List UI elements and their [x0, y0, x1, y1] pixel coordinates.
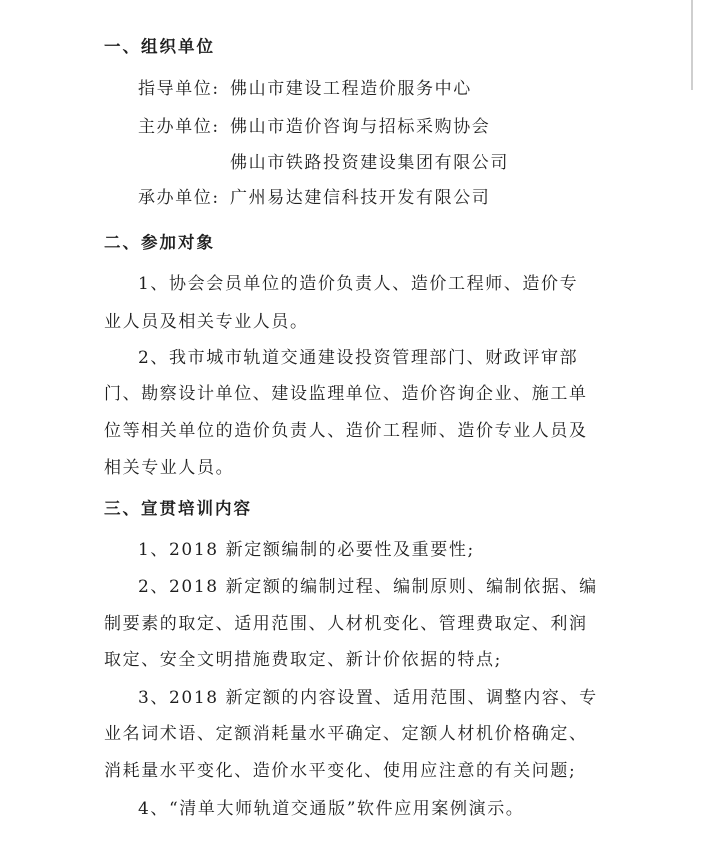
- host-unit-row: [138, 115, 490, 139]
- participant-item-2-line-4: 相关专业人员。: [104, 458, 235, 478]
- organizer-unit-label: 承办单位:: [138, 188, 220, 208]
- training-item-3-line-2: 业名词术语、定额消耗量水平确定、定额人材机价格确定、: [104, 724, 588, 744]
- organizer-unit-row: [138, 186, 490, 210]
- host-unit-label: 主办单位:: [138, 117, 220, 137]
- training-item-2-line-1: 2、2018 新定额的编制过程、编制原则、编制依据、编: [138, 577, 598, 597]
- section-3-heading: 三、宣贯培训内容: [104, 499, 252, 518]
- guide-unit-label: 指导单位:: [138, 79, 220, 99]
- host-unit-value-1: 佛山市造价咨询与招标采购协会: [230, 117, 491, 137]
- participant-item-2-line-3: 位等相关单位的造价负责人、造价工程师、造价专业人员及: [104, 421, 588, 441]
- section-1-heading: 一、组织单位: [104, 37, 215, 56]
- training-item-3-line-3: 消耗量水平变化、造价水平变化、使用应注意的有关问题;: [104, 761, 577, 781]
- participant-item-2-line-1: 2、我市城市轨道交通建设投资管理部门、财政评审部: [138, 348, 579, 368]
- participant-item-1-line-1: 1、协会会员单位的造价负责人、造价工程师、造价专: [138, 274, 579, 294]
- participant-item-2-line-2: 门、勘察设计单位、建设监理单位、造价咨询企业、施工单: [104, 384, 588, 404]
- participant-item-1-line-2: 业人员及相关专业人员。: [104, 312, 309, 332]
- organizer-unit-value: 广州易达建信科技开发有限公司: [230, 188, 491, 208]
- page-edge-line: [691, 0, 693, 90]
- training-item-3-line-1: 3、2018 新定额的内容设置、适用范围、调整内容、专: [138, 688, 598, 708]
- host-unit-value-2: 佛山市铁路投资建设集团有限公司: [230, 153, 509, 173]
- training-item-4-line-1: 4、“清单大师轨道交通版”软件应用案例演示。: [138, 799, 525, 819]
- training-item-2-line-2: 制要素的取定、适用范围、人材机变化、管理费取定、利润: [104, 614, 588, 634]
- guide-unit-row: [138, 77, 472, 101]
- section-2-heading: 二、参加对象: [104, 233, 215, 252]
- training-item-2-line-3: 取定、安全文明措施费取定、新计价依据的特点;: [104, 650, 502, 670]
- training-item-1-line-1: 1、2018 新定额编制的必要性及重要性;: [138, 540, 475, 560]
- guide-unit-value: 佛山市建设工程造价服务中心: [230, 79, 472, 99]
